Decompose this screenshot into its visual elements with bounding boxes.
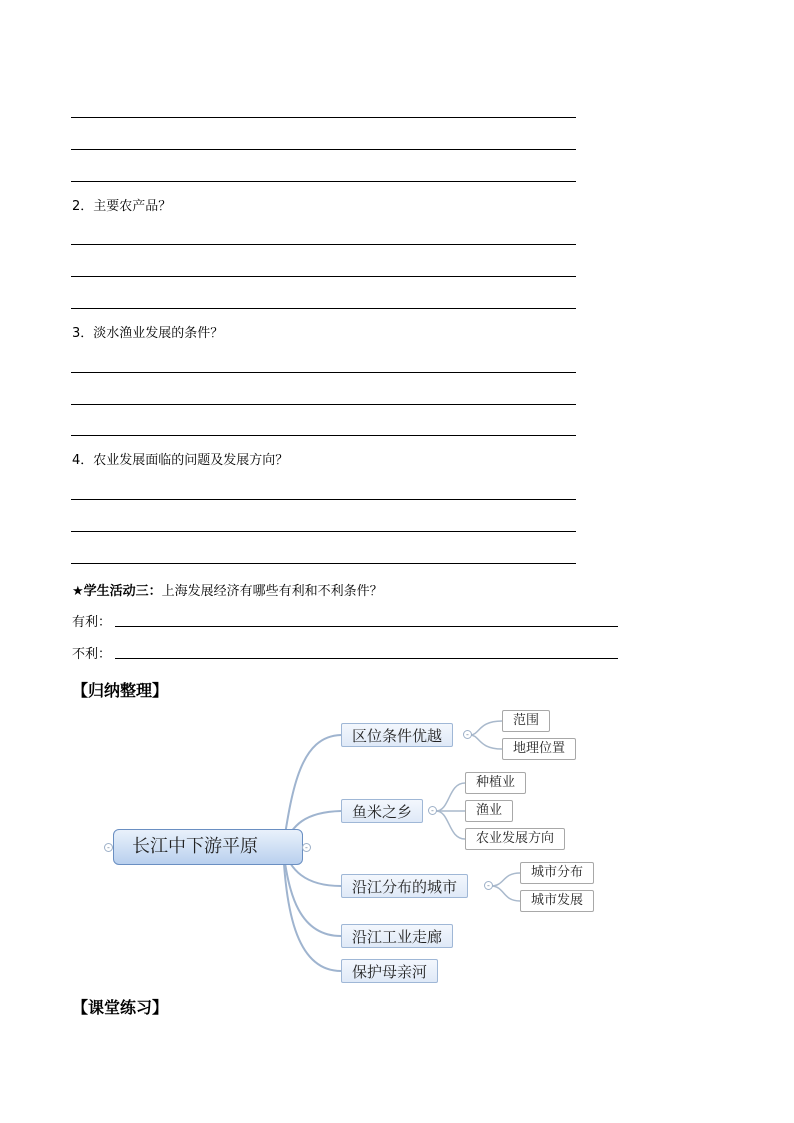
activity-title: ★学生活动三： xyxy=(72,584,162,599)
branch-protect-river: 保护母亲河 xyxy=(341,959,438,983)
leaf-geo-position: 地理位置 xyxy=(502,738,576,760)
branch-industry-corridor: 沿江工业走廊 xyxy=(341,924,453,948)
leaf-scope: 范围 xyxy=(502,710,550,732)
branch-fish-rice: 鱼米之乡 xyxy=(341,799,423,823)
collapse-knob-right[interactable]: - xyxy=(302,843,311,852)
collapse-knob[interactable]: - xyxy=(463,730,472,739)
collapse-knob-left[interactable]: - xyxy=(104,843,113,852)
connector xyxy=(470,721,502,735)
connector xyxy=(491,886,520,901)
leaf-fishery: 渔业 xyxy=(465,800,513,822)
collapse-knob[interactable]: - xyxy=(484,881,493,890)
leaf-agri-direction: 农业发展方向 xyxy=(465,828,565,850)
section-summary: 【归纳整理】 xyxy=(72,681,169,700)
leaf-city-distribution: 城市分布 xyxy=(520,862,594,884)
connector xyxy=(470,735,502,749)
activity-question: 上海发展经济有哪些有利和不利条件？ xyxy=(161,584,383,599)
unfavorable-label: 不利： xyxy=(72,647,112,662)
connector xyxy=(436,811,465,839)
branch-location: 区位条件优越 xyxy=(341,723,453,747)
collapse-knob[interactable]: - xyxy=(428,806,437,815)
branch-cities: 沿江分布的城市 xyxy=(341,874,468,898)
question-4: 4．农业发展面临的问题及发展方向？ xyxy=(72,453,289,468)
question-3: 3．淡水渔业发展的条件？ xyxy=(72,326,224,341)
question-2: 2．主要农产品？ xyxy=(72,199,172,214)
leaf-city-development: 城市发展 xyxy=(520,890,594,912)
section-practice: 【课堂练习】 xyxy=(72,998,169,1017)
connector xyxy=(491,873,520,886)
connector xyxy=(436,783,465,811)
mindmap-root: 长江中下游平原 xyxy=(113,829,303,865)
leaf-planting: 种植业 xyxy=(465,772,526,794)
favorable-label: 有利： xyxy=(72,615,112,630)
